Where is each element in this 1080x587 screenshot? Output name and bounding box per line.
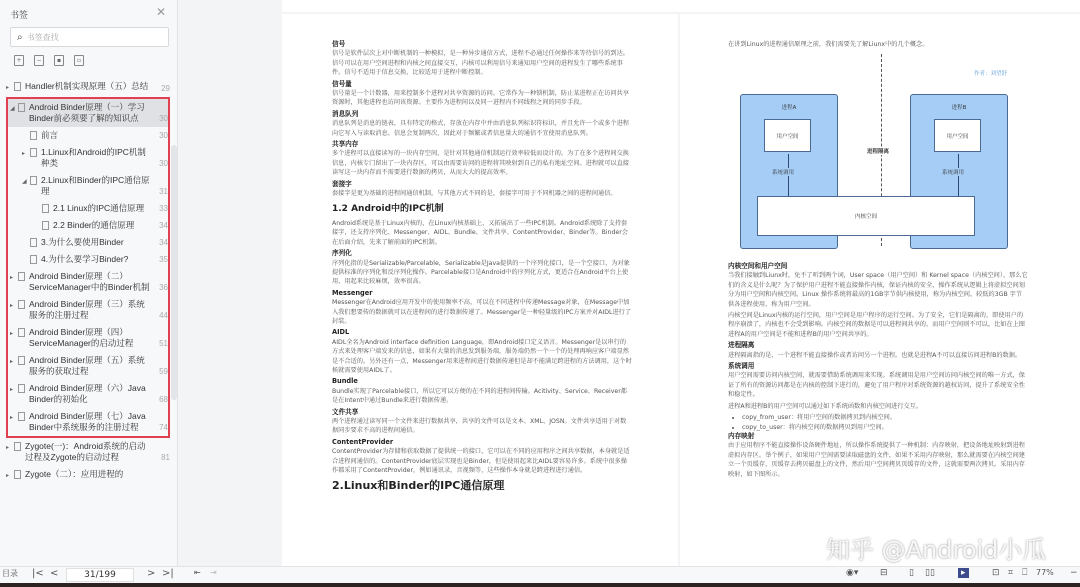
bookmark-item[interactable] (8, 380, 168, 408)
bookmark-label: Android Binder原理（五）系统服务的获取过程 (29, 355, 145, 376)
bookmark-page-number: 36 (159, 283, 168, 292)
bookmark-item[interactable] (4, 438, 170, 466)
document-page-right (680, 14, 1080, 566)
bookmark-icon (30, 255, 37, 264)
paragraph: 由于应用程序不能直接操作设备硬件地址，所以操作系统提供了一种机制：内存映射，把设备地址映射到进程虚拟内存区。举个例子，如果用户空间需要读取磁盘的文件，如果不采用内存映射，那么就需要在内核空间建立一个页缓存，页缓存去拷贝磁盘上的文件，然后用户空间拷贝页缓存的文件，这就需要两次拷贝。采用内存映射，如下图所示。 (728, 442, 1025, 478)
subheading: 进程隔离 (728, 341, 755, 350)
paragraph: 内核空间是Linux内核的运行空间，用户空间是用户程序的运行空间。为了安全，它们是隔离的，即使用户的程序崩溃了，内核也不会受到影响。内核空间的数据是可以进程间共享的，而用户空间则不可以。比如在上图进程A的用户空间是不能和进程B的用户空间共享的。 (728, 312, 1025, 338)
crop-icon[interactable]: ⌗ (1008, 568, 1014, 578)
bookmark-icon (18, 328, 25, 337)
bookmark-page-number: 35 (159, 255, 168, 264)
annotation-highlight-box (6, 97, 170, 438)
paragraph: 两个进程通过读写同一个文件来进行数据共享，共享的文件可以是文本、XML、JOSN。文件共享适用于对数据同步要求不高的进程间通信。 (332, 418, 627, 435)
bookmark-icon (18, 272, 25, 281)
bookmark-label: 1.Linux和Android的IPC机制种类 (41, 147, 146, 168)
bookmark-page-number: 68 (159, 395, 168, 404)
paragraph: 套接字是更为基础的进程间通信机制，与其他方式不同的是，套接字可用于不同机器之间的进程间通信。 (332, 190, 617, 198)
scrollbar[interactable] (171, 145, 177, 400)
toc-label[interactable]: 目录 (2, 569, 18, 578)
intro-text: 在讲到Linux的进程通信原理之前，我们需要先了解Liunx中的几个概念。 (728, 41, 929, 48)
add-bookmark-icon[interactable]: ▪ (54, 55, 64, 66)
single-page-icon[interactable]: ▯ (909, 568, 914, 578)
double-page-icon[interactable]: ▯▯ (925, 568, 935, 578)
paragraph: 进程隔离指的是，一个进程不能直接操作或者访问另一个进程。也就是进程A不可以直接访问进程B的数据。 (728, 351, 1022, 359)
bookmark-icon (18, 103, 25, 112)
remove-bookmark-icon[interactable]: ▫ (74, 55, 84, 66)
bookmark-icon (30, 148, 37, 157)
user-space-b: 用户空间 (934, 119, 981, 152)
subheading: Messenger (332, 288, 373, 297)
bookmark-item[interactable] (8, 217, 168, 234)
forward-icon[interactable]: ⇥ (210, 568, 217, 577)
bookmark-label: 4.为什么要学习Binder? (41, 254, 129, 264)
bookmark-page-number: 30 (159, 159, 168, 168)
document-gutter (178, 0, 282, 566)
process-a-label: 进程A (781, 105, 797, 111)
subheading: 信号 (332, 40, 346, 48)
bookmark-item[interactable] (8, 99, 168, 127)
bookmark-label: Android Binder原理（六）Java Binder的初始化 (29, 383, 146, 404)
bookmark-label: 2.Linux和Binder的IPC通信原理 (41, 175, 150, 196)
expand-arrow-icon[interactable]: ▸ (22, 151, 26, 157)
expand-arrow-icon[interactable]: ◢ (10, 106, 15, 112)
fit-page-icon[interactable]: ⊡ (992, 568, 1000, 578)
bookmark-icon (18, 300, 25, 309)
bookmark-icon (18, 356, 25, 365)
bookmark-label: Android Binder原理（一）学习Binder前必须要了解的知识点 (29, 102, 145, 123)
bookmark-icon[interactable]: ⎕ (1022, 568, 1028, 578)
bookmark-icon (42, 204, 49, 213)
bookmark-item[interactable] (8, 352, 168, 380)
list-item: • copy_from_user：将用户空间的数据拷贝到内核空间。 (742, 413, 1028, 422)
subheading: Bundle (332, 377, 358, 386)
bookmark-page-number: 51 (159, 339, 168, 348)
subheading: 消息队列 (332, 109, 359, 118)
subheading: ContentProvider (332, 437, 394, 446)
bookmark-icon (42, 221, 49, 230)
bookmark-item[interactable] (8, 144, 168, 172)
bookmark-label: 2.2 Binder的通信原理 (53, 220, 135, 230)
subheading: 文件共享 (332, 407, 359, 416)
back-icon[interactable]: ⇤ (194, 568, 201, 577)
bookmark-panel (0, 0, 178, 566)
first-page-button[interactable]: |< (32, 568, 44, 579)
prev-page-button[interactable]: < (50, 568, 59, 579)
bookmark-label: Android Binder原理（三）系统服务的注册过程 (29, 299, 145, 320)
bookmark-item[interactable] (8, 251, 168, 268)
bookmark-tree (4, 78, 170, 485)
bookmark-icon (30, 238, 37, 247)
bookmark-icon (14, 82, 21, 91)
close-icon[interactable]: ✕ (156, 5, 167, 19)
bookmark-item[interactable] (8, 127, 168, 144)
last-page-button[interactable]: >| (162, 568, 174, 579)
expand-arrow-icon[interactable]: ▸ (6, 85, 10, 91)
fit-width-icon[interactable]: ⊟ (880, 568, 888, 578)
subheading: 信号量 (332, 79, 352, 88)
expand-arrow-icon[interactable]: ▸ (6, 473, 10, 479)
isolation-label: 进程隔离 (867, 149, 890, 155)
previous-page-bottom (282, 0, 1080, 12)
bottom-toolbar (0, 566, 1080, 583)
paragraph: 进程A和进程B的用户空间可以通过如下系统函数和内核空间进行交互。 (728, 402, 923, 410)
page-number-input[interactable]: 31/199 (66, 568, 134, 582)
list-item: • copy_to_user：将内核空间的数据拷贝到用户空间。 (742, 423, 1028, 432)
document-page-left (282, 14, 678, 566)
bookmark-icon (18, 412, 25, 421)
user-space-a: 用户空间 (764, 119, 811, 152)
bookmark-page-number: 30 (159, 114, 168, 123)
expand-arrow-icon[interactable]: ◢ (22, 179, 27, 185)
bookmark-page-number: 29 (161, 84, 170, 93)
syscall-label-a: 系统调用 (772, 170, 795, 176)
expand-arrow-icon[interactable]: ▸ (10, 331, 14, 337)
subheading: AIDL (332, 328, 350, 337)
paragraph: 用户空间需要访问内核空间，就需要借助系统调用来实现。系统调用是用户空间访问内核空间的唯一方式，保证了所有的资源访问都是在内核的控制下进行的，避免了用户程序对系统资源的越权访问，提升了系统安全性和稳定性。 (728, 372, 1025, 399)
syscall-label-b: 系统调用 (942, 170, 965, 176)
expand-arrow-icon[interactable]: ▸ (10, 359, 14, 365)
collapse-all-icon[interactable]: − (34, 55, 44, 66)
watermark: 知乎 @Android小瓜 (826, 536, 1047, 564)
bookmark-label: 前言 (41, 130, 59, 140)
paragraph: Android系统是基于Linux内核的，在Linux内核基础上，又拓展出了一些IPC机制。Android系统除了支持套接字，还支持序列化、Messenger、AIDL、Bundle、文件共享、ContentProvider、Binder等。Binder会在后面介绍，先来了解前面的IPC机制。 (332, 219, 628, 246)
search-placeholder: 书签查找 (26, 32, 59, 42)
bookmark-page-number: 44 (159, 311, 168, 320)
expand-arrow-icon[interactable]: ▸ (10, 387, 14, 393)
bookmark-page-number: 74 (159, 423, 168, 432)
paragraph: 序列化指的是Serializable/Parcelable，Serializable是Java提供的一个序列化接口，是一个空接口，为对象提供标准的序列化和反序列化操作。Parcelable接口是Android中的序列化方式，更适合在Android平台上使用，用起来比较麻烦，效率很高。 (332, 259, 630, 286)
bookmark-item[interactable] (8, 172, 168, 200)
process-isolation-diagram (730, 54, 1020, 239)
zoom-level[interactable]: 77% (1036, 568, 1054, 577)
kernel-space-box: 内核空间 (757, 196, 975, 236)
panel-title: 书签 (10, 11, 29, 21)
next-page-button[interactable]: > (147, 568, 156, 579)
paragraph: 信号是软件层次上对中断机制的一种模拟，是一种异步通信方式，进程不必通过任何操作来等待信号的到达。信号可以在用户空间进程和内核之间直接交互，内核可以利用信号来通知用户空间的进程发生了哪些系统事件。信号不适用于信息交换，比较适用于进程中断控制。 (332, 50, 629, 77)
paragraph: 消息队列是消息的链表，具有特定的格式，存放在内存中并由消息队列标识符标识，并且允许一个或多个进程向它写入与读取消息。信息会复制两次，因此对于频繁或者信息量大的通信不宜使用消息队列。 (332, 120, 629, 137)
process-b-label: 进程B (951, 105, 967, 111)
bookmark-search-input[interactable] (10, 27, 169, 47)
bookmark-page-number: 33 (159, 204, 168, 213)
paragraph: 当我们接触到Liunx时，免不了听到两个词，User space（用户空间）和 Kernel space（内核空间），那么它们的含义是什么呢？为了保护用户进程不能直接操作内核，保证内核的安全，操作系统从逻辑上将虚拟空间划分为用户空间和内核空间。Linux 操作系统将最高的1GB字节供内核使用，称为内核空间，较低的3GB 字节供各进程使用，称为用户空间。 (728, 272, 1028, 308)
subheading: 系统调用 (728, 362, 755, 371)
subheading: 套接字 (332, 179, 352, 188)
bookmark-icon (30, 176, 37, 185)
bookmark-item[interactable] (4, 78, 170, 97)
taskbar-edge (0, 583, 1080, 587)
bookmark-item[interactable] (8, 324, 168, 352)
expand-arrow-icon[interactable]: ▸ (10, 303, 14, 309)
section-heading: 1.2 Android中的IPC机制 (332, 203, 444, 214)
paragraph: 信号量是一个计数器，用来控制多个进程对共享资源的访问。它常作为一种锁机制，防止某进程正在访问共享资源时，其他进程也访问该资源。主要作为进程间以及同一进程内不同线程之间的同步手段。 (332, 90, 629, 107)
bookmark-icon (14, 442, 21, 451)
search-icon: ⌕ (17, 31, 23, 43)
paragraph: AIDL全名为Android interface definition Language，即Android接口定义语言。Messenger是以串行的方式来处理客户端发来的信息，如果有大量的消息发到服务端，服务端仍然一个一个的处理再响应客户端显然是不合适的。另外还有一点，Messenger用来进程间进行数据传递但是却不能满足跨进程的方法调用，这个时候就需要使用AIDL了。 (332, 338, 632, 374)
bookmark-label: 2.1 Linux的IPC通信原理 (53, 203, 145, 213)
paragraph: Bundle实现了Parcelable接口，所以它可以方便的在不同的进程间传输。Acitivity、Service、Receiver都是在Intent中通过Bundle来进行数据传递。 (332, 387, 627, 405)
bookmark-icon (14, 470, 21, 479)
bookmark-page-number: 30 (159, 131, 168, 140)
bookmark-label: Android Binder原理（二）ServiceManager中的Binder机制 (29, 271, 150, 292)
paragraph: ContentProvider为存储和获取数据了提供统一的接口，它可以在不同的应用程序之间共享数据，本身就是适合进程间通信的。ContentProvider底层实现也是Binder，但是使用起来比AIDL要容易许多。系统中很多操作都采用了ContentProvider，例如通讯录，音视频等，这些操作本身就是跨进程进行通信。 (332, 448, 630, 475)
expand-arrow-icon[interactable]: ▸ (10, 415, 14, 421)
bookmark-page-number: 34 (159, 238, 168, 247)
bookmark-page-number: 34 (159, 221, 168, 230)
bookmark-label: Android Binder原理（四）ServiceManager的启动过程 (29, 327, 134, 348)
bookmark-page-number: 31 (159, 187, 168, 196)
bookmark-item[interactable] (8, 268, 168, 296)
bookmark-item[interactable] (8, 408, 168, 436)
expand-arrow-icon[interactable]: ▸ (10, 275, 14, 281)
bookmark-label: Zygote（二）：应用进程的 (25, 469, 124, 479)
bookmark-label: 3.为什么要使用Binder (41, 237, 124, 247)
zoom-out-button[interactable]: − (1070, 568, 1078, 578)
bookmark-item[interactable] (4, 466, 170, 485)
bookmark-icon (18, 384, 25, 393)
chapter-heading: 2.Linux和Binder的IPC通信原理 (332, 479, 505, 493)
expand-all-icon[interactable]: + (14, 55, 24, 66)
diagram-author: 作者：刘望舒 (974, 71, 1008, 77)
paragraph: Messenger在Android应用开发中的使用频率不高，可以在不同进程中传递Message对象，在Message中加入我们想要传的数据就可以在进程间的进行数据传递了。Messenger是一种轻量级的IPC方案并对AIDL进行了封装。 (332, 299, 632, 325)
bookmark-label: Zygote(一)：Android系统的启动过程及Zygote的启动过程 (25, 441, 146, 462)
bookmark-label: Android Binder原理（七）Java Binder中系统服务的注册过程 (29, 411, 146, 432)
right-page-text (728, 262, 1028, 481)
bookmark-page-number: 81 (161, 453, 170, 462)
bookmark-item[interactable] (8, 296, 168, 324)
play-icon[interactable]: ▸ (958, 568, 969, 578)
subheading: 内存映射 (728, 431, 755, 440)
bookmark-label: Handler机制实现原理（五）总结 (25, 81, 149, 91)
eye-protection-icon[interactable]: ◉▾ (846, 568, 859, 578)
subheading: 内核空间和用户空间 (728, 262, 788, 270)
subheading: 共享内存 (332, 140, 359, 149)
bookmark-item[interactable] (8, 234, 168, 251)
bookmark-page-number: 59 (159, 367, 168, 376)
left-page-text (332, 40, 632, 491)
bookmark-icon (30, 131, 37, 140)
bookmark-item[interactable] (8, 200, 168, 217)
expand-arrow-icon[interactable]: ▸ (6, 445, 10, 451)
paragraph: 多个进程可以直接读写的一块内存空间，是针对其他通信机制运行效率较低而设计的。为了在多个进程间交换信息，内核专门留出了一块内存区，可以由需要访问的进程将其映射到自己的私有地址空间。进程就可以直接读写这一块内存而不需要进行数据的拷贝，从而大大的提高效率。 (332, 150, 629, 177)
subheading: 序列化 (332, 249, 352, 258)
